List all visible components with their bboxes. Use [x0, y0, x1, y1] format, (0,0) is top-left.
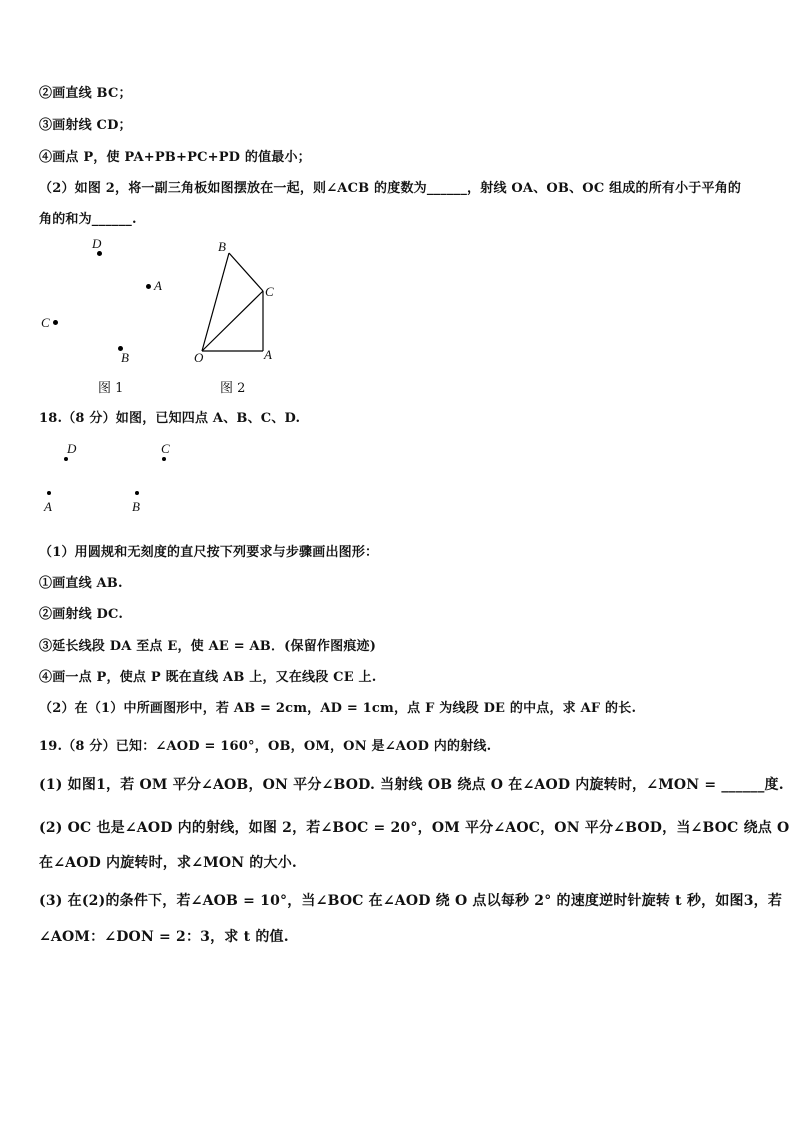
- question-18-title: 18.（8 分）如图，已知四点 A、B、C、D.: [39, 411, 301, 426]
- q19-part-3: (3) 在(2)的条件下，若∠AOB = 10°，当∠BOC 在∠AOD 绕 O 点以每秒 2° 的速度逆时针旋转 t 秒，如图3，若: [39, 893, 783, 909]
- fig3-point-a: [47, 491, 51, 495]
- q18-step-3: ③延长线段 DA 至点 E，使 AE = AB．(保留作图痕迹): [39, 639, 377, 654]
- fig1-label-b: B: [121, 350, 129, 365]
- fig3-label-d: D: [67, 441, 77, 456]
- fig3-point-d: [64, 457, 68, 461]
- fig1-caption: 图 1: [98, 381, 124, 396]
- fig3-label-a: A: [44, 499, 52, 514]
- fig1-point-a: [146, 284, 151, 289]
- q19-part-3-cont: ∠AOM：∠DON = 2：3，求 t 的值.: [39, 929, 289, 945]
- step-3-line: ③画射线 CD；: [39, 118, 132, 133]
- fig1-point-c: [53, 320, 58, 325]
- fig2-triangles: [190, 236, 310, 376]
- fig1-label-d: D: [92, 236, 102, 251]
- fig1-label-a: A: [154, 278, 162, 293]
- part-2-question-cont: 角的和为______.: [39, 212, 137, 227]
- fig2-label-a: A: [264, 347, 272, 362]
- fig3-point-b: [135, 491, 139, 495]
- q19-part-1: (1) 如图1，若 OM 平分∠AOB，ON 平分∠BOD. 当射线 OB 绕点 O 在∠AOD 内旋转时，∠MON = ______度.: [39, 777, 784, 793]
- step-2-line: ②画直线 BC；: [39, 86, 132, 101]
- question-19-title: 19.（8 分）已知：∠AOD = 160°，OB，OM，ON 是∠AOD 内的射线.: [39, 739, 492, 754]
- step-4-line: ④画点 P，使 PA+PB+PC+PD 的值最小；: [39, 150, 311, 165]
- fig3-label-b: B: [132, 499, 140, 514]
- fig3-point-c: [162, 457, 166, 461]
- fig1-label-c: C: [41, 315, 50, 330]
- fig2-label-b: B: [218, 239, 226, 254]
- q18-part-2: （2）在（1）中所画图形中，若 AB = 2cm，AD = 1cm，点 F 为线段 DE 的中点，求 AF 的长.: [39, 701, 637, 716]
- q19-part-2: (2) OC 也是∠AOD 内的射线，如图 2，若∠BOC = 20°，OM 平分∠AOC，ON 平分∠BOD，当∠BOC 绕点 O: [39, 820, 790, 836]
- fig1-point-d: [97, 251, 102, 256]
- fig2-caption: 图 2: [220, 381, 246, 396]
- part-2-question: （2）如图 2，将一副三角板如图摆放在一起，则∠ACB 的度数为______，射线 OA、OB、OC 组成的所有小于平角的: [39, 181, 742, 196]
- q18-step-4: ④画一点 P，使点 P 既在直线 AB 上，又在线段 CE 上.: [39, 670, 377, 685]
- q18-step-2: ②画射线 DC.: [39, 607, 124, 622]
- fig2-label-c: C: [265, 284, 274, 299]
- q18-part-1: （1）用圆规和无刻度的直尺按下列要求与步骤画出图形：: [39, 545, 379, 560]
- q18-step-1: ①画直线 AB.: [39, 576, 123, 591]
- q19-part-2-cont: 在∠AOD 内旋转时，求∠MON 的大小.: [39, 855, 297, 871]
- fig2-label-o: O: [194, 350, 204, 365]
- fig3-label-c: C: [161, 441, 170, 456]
